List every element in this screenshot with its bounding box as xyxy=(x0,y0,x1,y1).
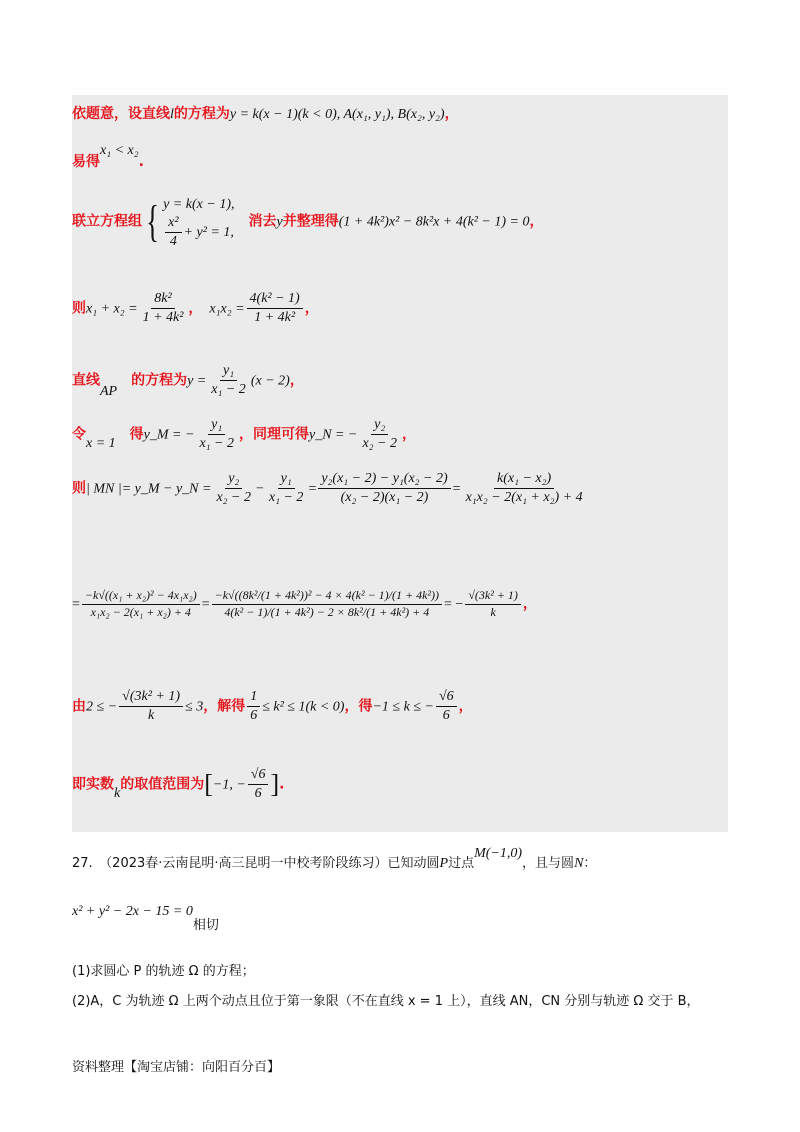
footer-source: 资料整理【淘宝店铺：向阳百分百】 xyxy=(72,1060,281,1075)
frac-num: 8k² xyxy=(151,291,174,309)
fraction xyxy=(119,689,183,724)
frac-num: √(3k² + 1) xyxy=(465,589,521,605)
fraction xyxy=(465,589,521,620)
math-expr: y = xyxy=(187,373,207,389)
math-expr: M(−1,0) xyxy=(474,846,523,861)
frac-num: y₁ xyxy=(220,363,237,381)
text: 直线 xyxy=(72,372,100,389)
frac-den: x₁ − 2 xyxy=(199,436,234,452)
math-expr: (x − 2) xyxy=(250,373,290,389)
fraction xyxy=(212,589,442,620)
math-expr: y_N = − xyxy=(308,427,358,443)
text: ， xyxy=(289,372,304,389)
frac-den: x₁ − 2 xyxy=(268,490,304,506)
fraction xyxy=(318,471,450,506)
math-expr: −1, − xyxy=(212,777,246,793)
frac-den: (x₂ − 2)(x₁ − 2) xyxy=(340,490,429,506)
frac-num: √(3k² + 1) xyxy=(119,689,183,707)
math-expr: 2 ≤ − xyxy=(86,699,118,715)
frac-num: 1 xyxy=(247,689,260,707)
fraction xyxy=(463,471,586,506)
text: 联立方程组 xyxy=(72,213,142,230)
math-expr: ≤ 3 xyxy=(185,699,204,715)
text: ，同理可得 xyxy=(238,426,309,443)
frac-den: x₂ − 2 xyxy=(362,436,397,452)
question-line-1 xyxy=(72,846,597,872)
text: 易得 xyxy=(72,154,100,170)
system-eq-2: + y² = 1, xyxy=(183,224,234,240)
math-var: y xyxy=(276,214,283,230)
math-expr: x₁x₂ = xyxy=(209,301,245,317)
solution-line-6 xyxy=(72,417,416,452)
fraction xyxy=(436,689,457,724)
frac-num: y₂ xyxy=(225,471,242,489)
text: 依题意，设直线 xyxy=(72,106,170,122)
operator: = xyxy=(452,481,461,497)
math-expr: y = k(x − 1)(k < 0), A(x₁, y₁), B(x₂, y₂) xyxy=(229,107,445,122)
operator: = xyxy=(308,481,317,497)
text: 即实数 xyxy=(72,776,114,793)
math-expr: x² + y² − 2x − 15 = 0 xyxy=(72,904,193,919)
frac-den: 6 xyxy=(442,708,450,724)
frac-den: x₁ − 2 xyxy=(211,382,246,398)
equation-system xyxy=(163,195,234,250)
solution-line-3 xyxy=(72,195,543,250)
frac-num: y₂ xyxy=(371,417,388,435)
fraction xyxy=(247,291,303,326)
text: 的方程为 xyxy=(173,106,230,122)
fraction xyxy=(266,471,307,506)
fraction xyxy=(359,417,400,452)
text: 令 xyxy=(72,426,86,443)
text: ， xyxy=(304,300,319,317)
text: . xyxy=(279,776,285,793)
frac-num: √6 xyxy=(248,767,269,785)
frac-den: 4 xyxy=(169,233,177,249)
frac-num: x² xyxy=(165,215,181,233)
math-expr: (1 + 4k²)x² − 8k²x + 4(k² − 1) = 0 xyxy=(338,214,530,230)
frac-num: y₁ xyxy=(208,417,225,435)
frac-den: x₁x₂ − 2(x₁ + x₂) + 4 xyxy=(90,604,191,619)
math-expr: y_M = − xyxy=(143,427,195,443)
solution-line-10 xyxy=(72,767,284,802)
text: 则 xyxy=(72,300,86,317)
solution-panel xyxy=(72,95,728,832)
question-part-2: (2)A，C 为轨迹 Ω 上两个动点且位于第一象限（不在直线 x = 1 上），直线 AN，CN 分别与轨迹 Ω 交于 B， xyxy=(72,994,700,1009)
text: ， xyxy=(529,213,544,230)
frac-den: x₂ − 2 xyxy=(216,490,251,506)
frac-num: −k√((x₁ + x₂)² − 4x₁x₂) xyxy=(82,589,200,605)
fraction xyxy=(213,471,254,506)
fraction xyxy=(140,291,187,326)
text: 则 xyxy=(72,480,86,497)
frac-den: 4(k² − 1)/(1 + 4k²) − 2 × 8k²/(1 + 4k²) + 4 xyxy=(224,604,430,619)
solution-line-7 xyxy=(72,471,588,506)
solution-line-8 xyxy=(72,589,537,620)
frac-den: 6 xyxy=(254,786,262,802)
system-eq-1: y = k(x − 1), xyxy=(163,197,235,212)
solution-line-2 xyxy=(72,143,144,171)
text: ， xyxy=(522,595,537,612)
operator: = xyxy=(201,596,210,612)
operator: = − xyxy=(444,596,464,612)
solution-line-4 xyxy=(72,291,319,326)
operator: − xyxy=(256,481,264,497)
math-var: k xyxy=(114,785,121,801)
fraction xyxy=(196,417,237,452)
text: ： xyxy=(583,856,597,871)
text: 由 xyxy=(72,698,86,715)
frac-den: k xyxy=(147,708,155,724)
operator: = xyxy=(72,596,80,612)
text: . xyxy=(138,154,144,170)
fraction xyxy=(247,689,260,724)
text: ， xyxy=(458,698,473,715)
math-expr: x₁ + x₂ = xyxy=(86,301,138,317)
left-bracket: [ xyxy=(204,769,213,799)
solution-line-5 xyxy=(72,363,304,398)
frac-den: 1 + 4k² xyxy=(142,310,184,326)
text: 消去 xyxy=(248,213,277,230)
text: 过点 xyxy=(448,856,475,871)
solution-line-9 xyxy=(72,689,473,724)
frac-den: 6 xyxy=(250,708,258,724)
frac-den: k xyxy=(490,604,496,619)
text: ， xyxy=(444,106,459,122)
frac-den: 1 + 4k² xyxy=(254,310,296,326)
text: 27. （2023春·云南昆明·高三昆明一中校考阶段练习）已知动圆 xyxy=(72,856,440,871)
question-part-1: (1)求圆心 P 的轨迹 Ω 的方程； xyxy=(72,964,255,979)
frac-num: −k√((8k²/(1 + 4k²))² − 4 × 4(k² − 1)/(1 + 4k²)) xyxy=(212,589,442,605)
text: ， xyxy=(188,300,196,317)
math-var: AP xyxy=(100,383,118,399)
fraction xyxy=(208,363,249,398)
text: 的方程为 xyxy=(131,372,188,389)
text: ， xyxy=(401,426,416,443)
right-bracket: ] xyxy=(270,769,280,799)
frac-num: y₁ xyxy=(278,471,295,489)
text: ，且与圆 xyxy=(522,856,575,871)
frac-num: 4(k² − 1) xyxy=(247,291,303,309)
frac-num: y₂(x₁ − 2) − y₁(x₂ − 2) xyxy=(318,471,450,489)
left-brace: { xyxy=(146,197,159,247)
text: ，解得 xyxy=(203,698,246,715)
math-var: N xyxy=(574,856,584,871)
frac-den: x₁x₂ − 2(x₁ + x₂) + 4 xyxy=(465,490,583,506)
math-expr: x₁ < x₂ xyxy=(100,143,139,158)
math-var: l xyxy=(170,107,174,122)
text: 得 xyxy=(129,426,144,443)
math-var: x = 1 xyxy=(86,435,116,451)
math-expr: −1 ≤ k ≤ − xyxy=(372,699,434,715)
math-expr: ≤ k² ≤ 1(k < 0) xyxy=(262,699,345,715)
text: 并整理得 xyxy=(282,213,339,230)
solution-line-1 xyxy=(72,103,459,123)
question-line-2 xyxy=(72,904,219,933)
frac-num: √6 xyxy=(436,689,457,707)
text: ，得 xyxy=(344,698,373,715)
math-var: P xyxy=(439,856,449,871)
text: 的取值范围为 xyxy=(120,776,205,793)
fraction xyxy=(248,767,269,802)
text: 相切 xyxy=(192,918,219,933)
fraction xyxy=(82,589,200,620)
math-expr: | MN |= y_M − y_N = xyxy=(86,481,212,497)
frac-num: k(x₁ − x₂) xyxy=(494,471,554,489)
